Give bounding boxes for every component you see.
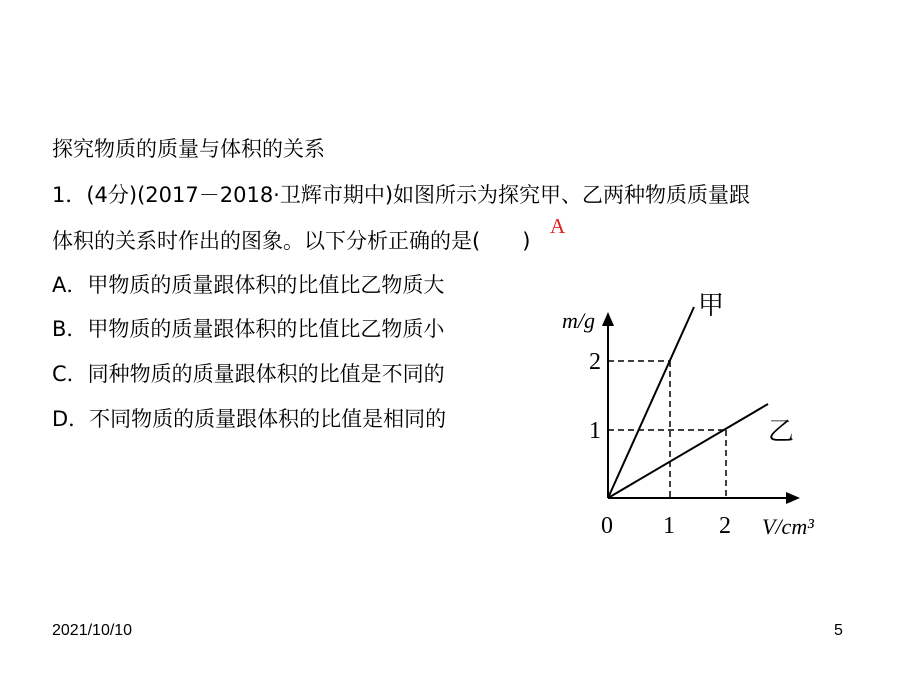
x-axis-arrow bbox=[786, 492, 800, 504]
option-d: D．不同物质的质量跟体积的比值是相同的 bbox=[52, 407, 447, 431]
y-axis-arrow bbox=[602, 312, 614, 326]
footer-date: 2021/10/10 bbox=[52, 622, 133, 639]
series-label-yi: 乙 bbox=[768, 417, 795, 446]
option-a: A．甲物质的质量跟体积的比值比乙物质大 bbox=[52, 273, 445, 297]
y-axis-label: m/g bbox=[562, 308, 595, 333]
x-tick-2: 2 bbox=[719, 513, 731, 539]
y-tick-2: 2 bbox=[589, 349, 601, 375]
origin-label: 0 bbox=[601, 513, 613, 539]
series-label-jia: 甲 bbox=[698, 291, 725, 320]
question-line-2-suffix: ) bbox=[522, 229, 531, 253]
question-line-2-prefix: 体积的关系时作出的图象。以下分析正确的是( bbox=[52, 229, 481, 253]
y-tick-1: 1 bbox=[589, 418, 601, 444]
question-line-1: 1．(4分)(2017－2018·卫辉市期中)如图所示为探究甲、乙两种物质质量跟 bbox=[52, 183, 751, 207]
series-line-jia bbox=[608, 307, 694, 498]
option-c: C．同种物质的质量跟体积的比值是不同的 bbox=[52, 362, 445, 386]
page-heading: 探究物质的质量与体积的关系 bbox=[52, 137, 325, 161]
footer-page-number: 5 bbox=[834, 622, 843, 639]
series-line-yi bbox=[608, 404, 768, 498]
x-tick-1: 1 bbox=[663, 513, 675, 539]
option-b: B．甲物质的质量跟体积的比值比乙物质小 bbox=[52, 317, 445, 341]
answer-mark: A bbox=[550, 214, 566, 238]
x-axis-label: V/cm³ bbox=[762, 514, 814, 539]
